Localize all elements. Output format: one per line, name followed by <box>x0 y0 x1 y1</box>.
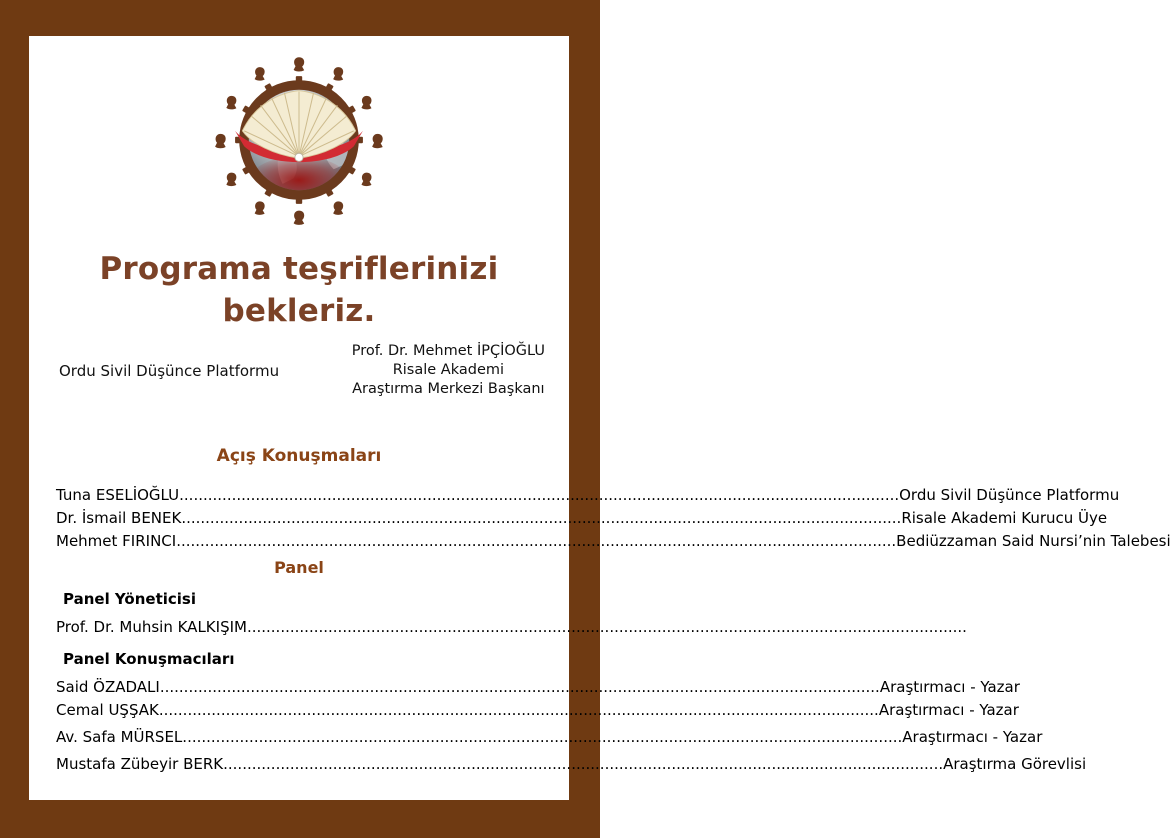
person-name: Dr. İsmail BENEK <box>56 509 182 527</box>
dot-leader: ....................................................................................................................................................... <box>246 618 967 636</box>
dot-leader: ....................................................................................................................................................... <box>182 728 903 746</box>
list-item <box>56 726 1043 749</box>
dot-leader: ....................................................................................................................................................... <box>159 678 880 696</box>
page-title-line2: bekleriz. <box>222 293 376 329</box>
page-title <box>29 248 569 332</box>
dot-leader: ....................................................................................................................................................... <box>158 701 879 719</box>
person-role: Bediüzzaman Said Nursi’nin Talebesi <box>896 532 1171 550</box>
person-name: Mehmet FIRINCI <box>56 532 177 550</box>
list-item <box>56 753 1087 776</box>
person-name: Said ÖZADALI <box>56 678 160 696</box>
speakers-list <box>56 676 1087 776</box>
host-title: Araştırma Merkezi Başkanı <box>352 381 545 397</box>
person-name: Mustafa Zübeyir BERK <box>56 755 224 773</box>
list-item <box>56 507 1108 530</box>
person-role: Araştırmacı - Yazar <box>879 678 1020 696</box>
credits-row <box>59 342 545 399</box>
list-item <box>56 616 967 639</box>
organizer-name: Ordu Sivil Düşünce Platformu <box>59 361 280 380</box>
list-item <box>56 676 1020 699</box>
opening-section-title: Açış Konuşmaları <box>216 446 382 466</box>
page-title-line1: Programa teşriflerinizi <box>99 251 499 287</box>
host-block <box>352 342 545 399</box>
panel-moderator-label: Panel Yöneticisi <box>63 590 196 608</box>
list-item <box>56 699 1019 722</box>
person-name: Av. Safa MÜRSEL <box>56 728 183 746</box>
dot-leader: ....................................................................................................................................................... <box>179 486 900 504</box>
list-item <box>56 530 1171 553</box>
person-role: Araştırmacı - Yazar <box>902 728 1043 746</box>
person-role: Risale Akademi Kurucu Üye <box>901 509 1108 527</box>
person-name: Tuna ESELİOĞLU <box>56 486 180 504</box>
panel-speakers-label: Panel Konuşmacıları <box>63 650 235 668</box>
dot-leader: ....................................................................................................................................................... <box>223 755 944 773</box>
moderator-list <box>56 616 967 639</box>
panel-section-title: Panel <box>274 558 324 577</box>
list-item <box>56 484 1120 507</box>
host-name: Prof. Dr. Mehmet İPÇİOĞLU <box>351 343 545 359</box>
person-name: Cemal UŞŞAK <box>56 701 159 719</box>
opening-list <box>56 484 1171 553</box>
document-content <box>29 36 1171 800</box>
person-role: Ordu Sivil Düşünce Platformu <box>899 486 1120 504</box>
dot-leader: ....................................................................................................................................................... <box>181 509 902 527</box>
logo-container <box>29 56 569 228</box>
person-name: Prof. Dr. Muhsin KALKIŞIM <box>56 618 247 636</box>
risale-akademi-logo-icon <box>207 56 391 224</box>
person-role: Araştırmacı - Yazar <box>878 701 1019 719</box>
person-role: Araştırma Görevlisi <box>943 755 1087 773</box>
dot-leader: ....................................................................................................................................................... <box>176 532 897 550</box>
host-org: Risale Akademi <box>392 362 505 378</box>
